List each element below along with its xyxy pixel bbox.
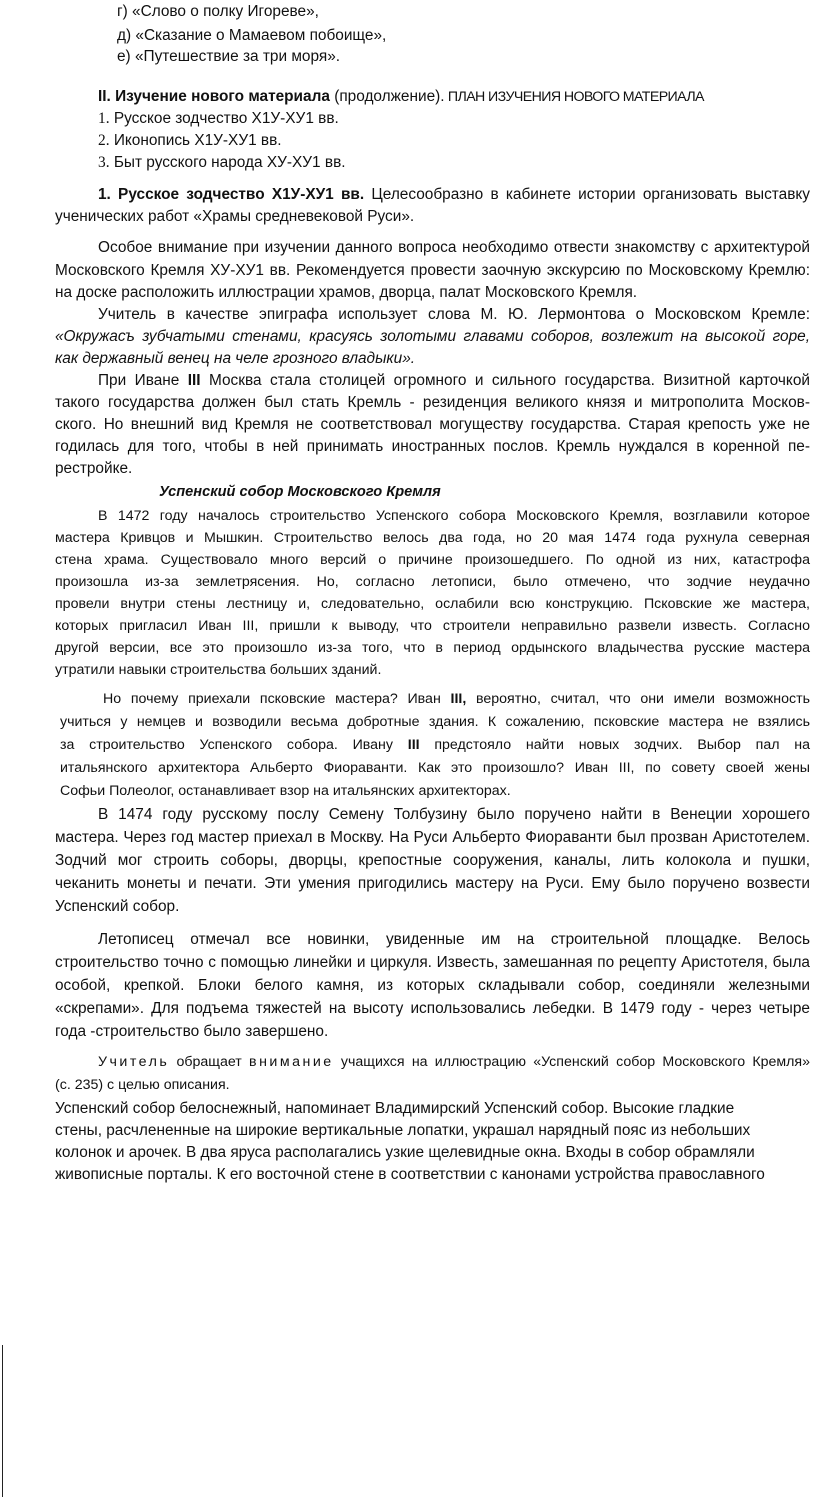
pskov-line-5: Софьи Полеолог, останавливает взор на итальянских архитекторах. <box>60 783 511 799</box>
p1472-line-8: утратили навыки строительства больших зданий. <box>55 662 382 678</box>
p1474-line-2: мастера. Через год мастер приехал в Москву. На Руси Альберто Фиораванти был прозван Аристотелем. <box>55 829 810 846</box>
p1474-line-5: Успенский собор. <box>55 898 180 915</box>
description-line-3: колонок и арочек. В два яруса располагались узкие щелевидные окна. Входы в собор обрамляли <box>55 1144 755 1161</box>
kremlin-line-2: Московского Кремля ХУ-ХУ1 вв. Рекомендуется провести заочную экскурсию по Московскому Кремлю: <box>55 262 810 279</box>
chronicler-line-3: особой, крепкой. Блоки белого камня, из которых складывали собор, соединяли железными <box>55 977 810 994</box>
list-item-g: г) «Слово о полку Игореве», <box>117 3 319 20</box>
p1472-line-7: другой версии, все это произошло из-за того, что в период ордынского владычества русские мастера <box>55 640 810 656</box>
list-item-d: д) «Сказание о Мамаевом побоище», <box>117 27 387 44</box>
kremlin-line-1: Особое внимание при изучении данного вопроса необходимо отвести знакомству с архитектурой <box>98 239 810 256</box>
plan-title: ПЛАН ИЗУЧЕНИЯ НОВОГО МАТЕРИАЛА <box>444 89 704 105</box>
kremlin-line-3: на доске расположить иллюстрации храмов, дворца, палат Московского Кремля. <box>55 284 638 301</box>
description-line-4: живописные порталы. К его восточной стене в соответствии с канонами устройства православного <box>55 1166 765 1183</box>
p1472-line-3: стена храма. Существовало много версий о причине произошедшего. По одной из них, катастрофа <box>55 552 810 568</box>
point1-line-1: 1. Русское зодчество Х1У-ХУ1 вв. Целесообразно в кабинете истории организовать выставку <box>98 186 810 203</box>
p1472-line-2: мастера Кривцов и Мышкин. Строительство велось два года, но 20 мая 1474 года рухнула северная <box>55 530 810 546</box>
list-item-e: е) «Путешествие за три моря». <box>117 48 341 65</box>
p1474-line-3: Зодчий мог строить соборы, дворцы, крепостные сооружения, каналы, лить колокола и пушки, <box>55 852 810 869</box>
p1472-line-1: В 1472 году началось строительство Успенского собора Московского Кремля, возглавили которое <box>98 508 810 524</box>
plan-item-3: 3. Быт русского народа ХУ-ХУ1 вв. <box>98 154 346 171</box>
section-heading-bold: II. Изучение нового материала <box>98 88 330 105</box>
ivan-line-3: ского. Но внешний вид Кремля не соответствовал могуществу государства. Старая крепость уже не <box>55 416 810 433</box>
description-line-1: Успенский собор белоснежный, напоминает Владимирский Успенский собор. Высокие гладкие <box>55 1100 735 1117</box>
ivan-line-4: годилась для того, чтобы в ней принимать иностранных послов. Кремль нуждался в коренной пе- <box>55 438 810 455</box>
epigraph-quote-line-2: как державный венец на челе грозного владыки». <box>55 350 416 367</box>
ivan-line-1: При Иване III Москва стала столицей огромного и сильного государства. Визитной карточкой <box>98 372 810 389</box>
plan-item-1: 1. Русское зодчество Х1У-ХУ1 вв. <box>98 110 339 127</box>
point1-title: 1. Русское зодчество Х1У-ХУ1 вв. <box>98 186 365 203</box>
pskov-line-2: учиться у немцев и возводили весьма добротные здания. К сожалению, псковские мастера не взялись <box>60 714 810 730</box>
margin-line <box>2 1345 3 1497</box>
p1474-line-1: В 1474 году русскому послу Семену Толбузину было поручено найти в Венеции хорошего <box>98 806 810 823</box>
chronicler-line-2: строительство точно с помощью линейки и циркуля. Известь, замешанная по рецепту Аристотеля, была <box>55 954 810 971</box>
cathedral-subheading: Успенский собор Московского Кремля <box>159 484 441 500</box>
section-heading <box>98 85 704 109</box>
plan-item-2: 2. Иконопись Х1У-ХУ1 вв. <box>98 132 282 149</box>
teacher-line-2: (с. 235) с целью описания. <box>55 1077 230 1093</box>
point1-line-2: ученических работ «Храмы средневековой Руси». <box>55 208 415 225</box>
chronicler-line-4: «скрепами». Для подъема тяжестей на высоту использовались лебедки. В 1479 году - через четыре <box>55 1000 810 1017</box>
p1472-line-4: произошла из-за землетрясения. Но, согласно летописи, было отмечено, что зодчие неудачно <box>55 574 810 590</box>
p1474-line-4: чеканить монеты и печати. Эти умения пригодились мастеру на Руси. Ему было поручено возвести <box>55 875 810 892</box>
pskov-line-1: Но почему приехали псковские мастера? Иван III, вероятно, считал, что они имели возможность <box>103 691 810 707</box>
ivan-line-2: такого государства должен был стать Кремль - резиденция великого князя и митрополита Москов- <box>55 394 810 411</box>
chronicler-line-1: Летописец отмечал все новинки, увиденные им на строительной площадке. Велось <box>98 931 810 948</box>
chronicler-line-5: года -строительство было завершено. <box>55 1023 329 1040</box>
epigraph-line-1: Учитель в качестве эпиграфа использует слова М. Ю. Лермонтова о Московском Кремле: <box>98 306 810 323</box>
pskov-line-3: за строительство Успенского собора. Ивану III предстояло найти новых зодчих. Выбор пал на <box>60 737 811 753</box>
description-line-2: стены, расчлененные на широкие вертикальные лопатки, украшал нарядный пояс из небольших <box>55 1122 751 1139</box>
pskov-line-4: итальянского архитектора Альберто Фиораванти. Как это произошло? Иван III, по совету своей жены <box>60 760 810 776</box>
teacher-line-1: Учитель обращает внимание учащихся на иллюстрацию «Успенский собор Московского Кремля» <box>98 1054 810 1070</box>
p1472-line-5: провели внутри стены лестницу и, следовательно, ослабили всю конструкцию. Псковские же мастера, <box>55 596 810 612</box>
epigraph-quote-line-1: «Окружасъ зубчатыми стенами, красуясь золотыми главами соборов, возлежит на высокой горе, <box>55 328 810 345</box>
ivan-line-5: рестройке. <box>55 460 133 477</box>
p1472-line-6: которых пригласил Иван III, пришли к выводу, что строители неправильно развели известь. Согласно <box>55 618 810 634</box>
section-heading-rest: (продолжение). <box>329 88 445 105</box>
